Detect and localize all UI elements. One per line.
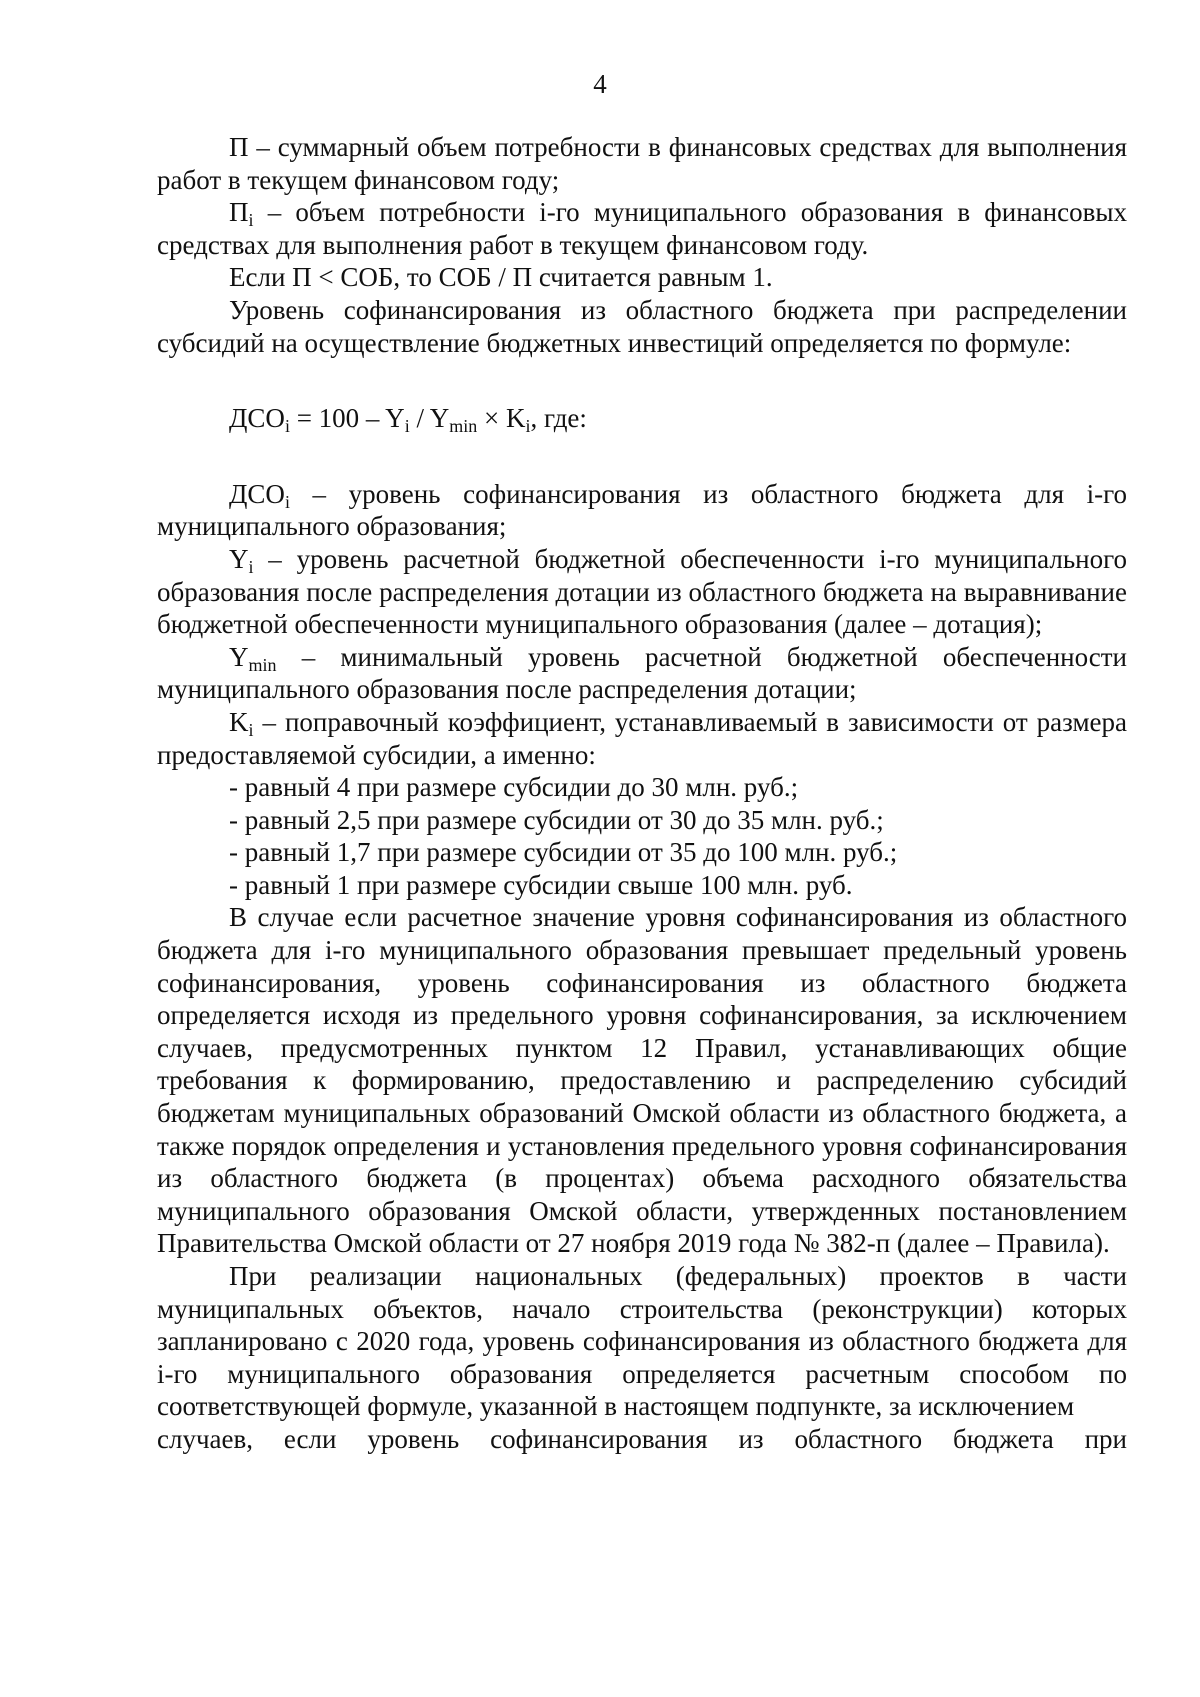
dso-subscript: i	[284, 491, 290, 512]
paragraph-p-definition: П – суммарный объем потребности в финансовых средствах для выполнения работ в текущем финансовом году;	[157, 132, 1127, 195]
pi-subscript: i	[248, 210, 254, 231]
formula-tail: , где:	[530, 403, 587, 434]
list-item-coef-1: - равный 1 при размере субсидии свыше 100 млн. руб.	[229, 869, 853, 900]
paragraph-condition: Если П < СОБ, то СОБ / П считается равным 1.	[229, 262, 773, 293]
formula-part-ymin: / Y	[409, 403, 450, 434]
dso-symbol: ДСО	[229, 478, 285, 509]
yi-definition-text: – уровень расчетной бюджетной обеспеченности i-го муниципального образования после распределения дотации из областного бюджета на выравнивание бюджетной обеспеченности муниципального образования (далее – дотация);	[157, 543, 1127, 640]
paragraph-formula-intro: Уровень софинансирования из областного бюджета при распределении субсидий на осуществление бюджетных инвестиций определяется по формуле:	[157, 294, 1127, 358]
yi-symbol: Y	[229, 543, 249, 574]
page-number: 4	[593, 69, 607, 99]
paragraph-national-projects-last-line: случаев, если уровень софинансирования из областного бюджета при	[157, 1423, 1127, 1454]
document-body	[157, 131, 1127, 1456]
formula-dso-subscript: i	[284, 416, 290, 437]
ymin-symbol: Y	[229, 641, 249, 672]
dso-definition-text: – уровень софинансирования из областного бюджета для i-го муниципального образования;	[157, 478, 1127, 542]
ki-subscript: i	[248, 719, 254, 740]
formula-part-ki: × K	[477, 403, 526, 434]
paragraph-national-projects	[157, 1260, 1127, 1423]
formula-ki-subscript: i	[525, 416, 531, 437]
list-item-coef-1-7: - равный 1,7 при размере субсидии от 35 до 100 млн. руб.;	[229, 837, 898, 868]
paragraph-yi-definition	[157, 543, 1127, 641]
paragraph-exceed-limit: В случае если расчетное значение уровня софинансирования из областного бюджета для i-го муниципального образования превышает предельный уровень софинансирования, уровень софинансирования из областного бюджета определяется исходя из предельного уровня софинансирования, за исключением случаев, предусмотренных пунктом 12 Правил, устанавливающих общие требования к формированию, предоставлению и распределению субсидий бюджетам муниципальных образований Омской области из областного бюджета, а также порядок определения и установления предельного уровня софинансирования из областного бюджета (в процентах) объема расходного обязательства муниципального образования Омской области, утвержденных постановлением Правительства Омской области от 27 ноября 2019 года № 382-п (далее – Правила).	[157, 902, 1127, 1259]
pi-definition-text: – объем потребности i-го муниципального образования в финансовых средствах для выполнения работ в текущем финансовом году.	[157, 197, 1127, 260]
national-projects-text: При реализации национальных (федеральных) проектов в части муниципальных объектов, начало строительства (реконструкции) которых запланировано с 2020 года, уровень софинансирования из областного бюджета для i-го муниципального образования определяется расчетным способом по соответствующей формуле, указанной в настоящем подпункте, за исключением	[157, 1261, 1127, 1422]
formula-dso	[157, 402, 1127, 435]
yi-subscript: i	[248, 556, 254, 577]
paragraph-pi-definition	[157, 196, 1127, 261]
formula-yi-subscript: i	[404, 416, 410, 437]
ymin-definition-text: – минимальный уровень расчетной бюджетной обеспеченности муниципального образования после распределения дотации;	[157, 641, 1127, 705]
list-item-coef-2-5: - равный 2,5 при размере субсидии от 30 до 35 млн. руб.;	[229, 804, 884, 835]
paragraph-ki-definition	[157, 706, 1127, 771]
formula-part-yi: = 100 – Y	[289, 403, 405, 434]
ki-symbol: K	[229, 706, 249, 737]
list-item-coef-4: - равный 4 при размере субсидии до 30 млн. руб.;	[229, 772, 799, 803]
paragraph-dso-definition	[157, 478, 1127, 543]
formula-dso-symbol: ДСО	[229, 403, 285, 434]
paragraph-ymin-definition	[157, 641, 1127, 706]
pi-symbol: П	[229, 197, 249, 228]
formula-ymin-subscript: min	[449, 416, 478, 437]
ymin-subscript: min	[248, 654, 277, 675]
ki-definition-text: – поправочный коэффициент, устанавливаемый в зависимости от размера предоставляемой субсидии, а именно:	[157, 706, 1127, 770]
